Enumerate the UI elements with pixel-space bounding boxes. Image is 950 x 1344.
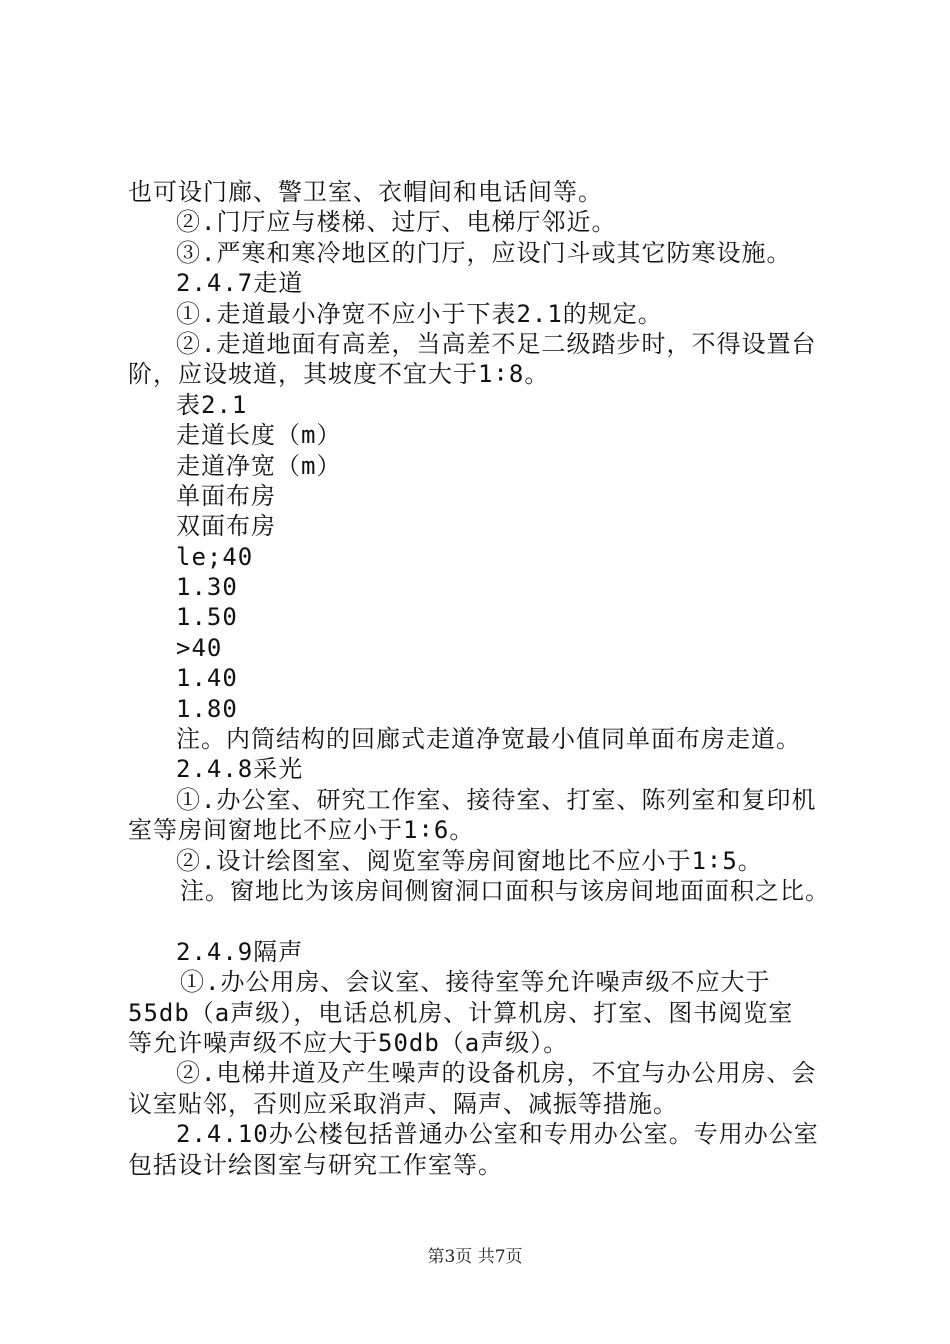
- table-header: 走道净宽（m）: [176, 451, 342, 480]
- text-line: 包括设计绘图室与研究工作室等。: [128, 1150, 503, 1179]
- table-cell: 1.50: [176, 603, 238, 632]
- text-line: ②.电梯井道及产生噪声的设备机房，不宜与办公用房、会: [176, 1059, 817, 1088]
- table-header: 走道长度（m）: [176, 421, 342, 450]
- text-line: ①.办公用房、会议室、接待室等允许噪声级不应大于: [180, 968, 771, 997]
- table-cell: >40: [176, 633, 223, 662]
- table-header: 双面布房: [176, 512, 276, 541]
- text-line: ①.办公室、研究工作室、接待室、打室、陈列室和复印机: [176, 785, 817, 814]
- table-cell: 1.40: [176, 664, 238, 693]
- text-line: 议室贴邻，否则应采取消声、隔声、减振等措施。: [128, 1089, 678, 1118]
- text-line: ②.门厅应与楼梯、过厅、电梯厅邻近。: [176, 208, 617, 237]
- table-header: 单面布房: [176, 481, 276, 510]
- table-cell: 1.30: [176, 573, 238, 602]
- table-caption: 表2.1: [176, 390, 248, 419]
- table-cell: 1.80: [176, 694, 238, 723]
- text-line: 也可设门廊、警卫室、衣帽间和电话间等。: [128, 178, 603, 206]
- text-line: 室等房间窗地比不应小于1∶6。: [128, 816, 475, 845]
- text-line: ②.走道地面有高差，当高差不足二级踏步时，不得设置台: [176, 329, 817, 358]
- note-line: 注。窗地比为该房间侧窗洞口面积与该房间地面面积之比。: [180, 876, 830, 905]
- text-line: ①.走道最小净宽不应小于下表2.1的规定。: [176, 299, 663, 328]
- text-line: ②.设计绘图室、阅览室等房间窗地比不应小于1∶5。: [176, 846, 763, 875]
- section-heading: 2.4.8采光: [176, 755, 304, 784]
- text-line: 等允许噪声级不应大于50db（a声级）。: [128, 1028, 569, 1057]
- note-line: 注。内筒结构的回廊式走道净宽最小值同单面布房走道。: [176, 725, 801, 754]
- section-heading: 2.4.7走道: [176, 269, 304, 298]
- document-body: [128, 177, 850, 1180]
- text-line: ③.严寒和寒冷地区的门厅，应设门斗或其它防寒设施。: [176, 238, 792, 267]
- section-heading: 2.4.9隔声: [176, 937, 304, 966]
- page-footer: 第3页 共7页: [427, 1247, 523, 1267]
- text-line: 2.4.10办公楼包括普通办公室和专用办公室。专用办公室: [176, 1120, 819, 1149]
- text-line: 阶，应设坡道，其坡度不宜大于1∶8。: [128, 360, 550, 389]
- table-cell: le;40: [176, 542, 254, 571]
- paragraph-gap: [128, 906, 850, 936]
- text-line: 55db（a声级），电话总机房、计算机房、打室、图书阅览室: [128, 998, 794, 1027]
